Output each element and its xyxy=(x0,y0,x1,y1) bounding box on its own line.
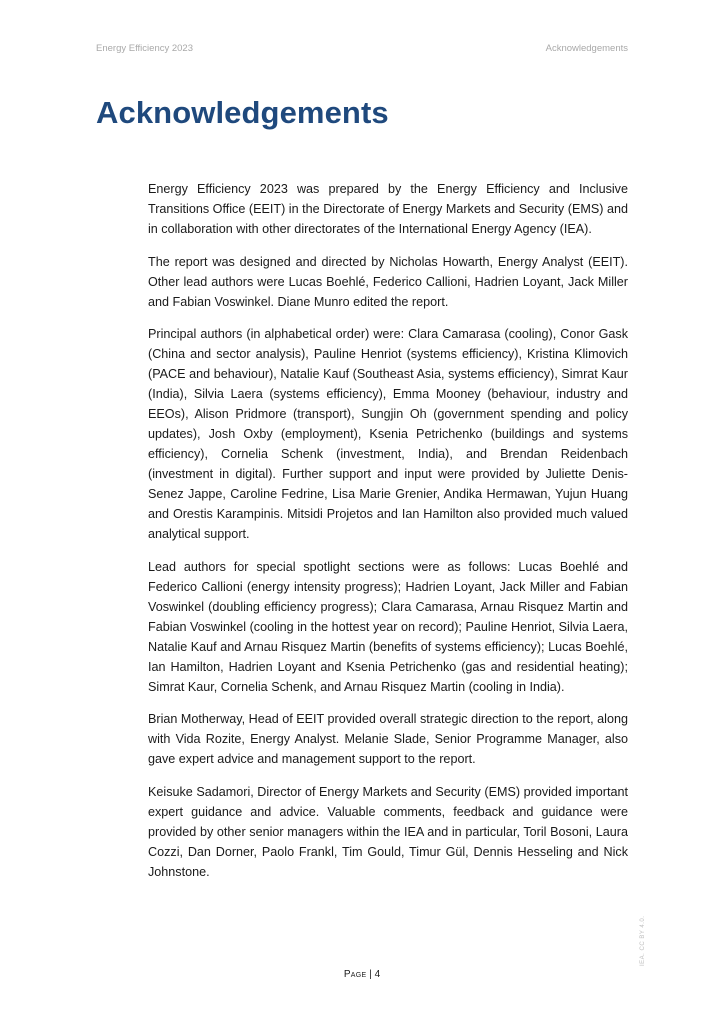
page-footer xyxy=(0,969,724,980)
header-section-title: Acknowledgements xyxy=(545,43,628,54)
paragraph-lead-authors: The report was designed and directed by Nicholas Howarth, Energy Analyst (EEIT). Other lead authors were Lucas Boehlé, Federico Callioni, Hadrien Loyant, Jack Miller and Fabian Voswinkel. Diane Munro edited the report. xyxy=(148,254,628,309)
license-notice: IEA. CC BY 4.0. xyxy=(640,915,646,966)
body-text xyxy=(148,179,628,894)
paragraph-principal-authors: Principal authors (in alphabetical order) were: Clara Camarasa (cooling), Conor Gask (China and sector analysis), Pauline Henriot (systems efficiency), Kristina Klimovich (PACE and behaviour), Natalie Kauf (Southeast Asia, systems efficiency), Simrat Kaur (India), Silvia Laera (systems efficiency), Emma Mooney (behaviour, industry and EEOs), Alison Pridmore (transport), Sungjin Oh (government spending and policy updates), Josh Oxby (employment), Ksenia Petrichenko (buildings and systems efficiency), Cornelia Schenk (investment, India), and Brendan Reidenbach (investment in digital). Further support and input were provided by Juliette Denis-Senez Jappe, Caroline Fedrine, Lisa Marie Grenier, Andika Hermawan, Yujun Huang and Orestis Karampinis. Mitsidi Projetos and Ian Hamilton also provided much valued analytical support. xyxy=(148,327,628,541)
header-report-title: Energy Efficiency 2023 xyxy=(96,43,193,54)
running-header xyxy=(96,43,628,57)
footer-separator: | xyxy=(366,969,375,980)
page-title: Acknowledgements xyxy=(96,95,389,130)
footer-page-number: 4 xyxy=(374,969,381,980)
paragraph-spotlight-authors: Lead authors for special spotlight sections were as follows: Lucas Boehlé and Federico Callioni (energy intensity progress); Hadrien Loyant, Jack Miller and Fabian Voswinkel (doubling efficiency progress); Clara Camarasa, Arnau Risquez Martin and Fabian Voswinkel (cooling in the hottest year on record); Pauline Henriot, Silvia Laera, Natalie Kauf and Arnau Risquez Martin (benefits of systems efficiency); Lucas Boehlé, Ian Hamilton, Hadrien Loyant and Ksenia Petrichenko (gas and residential heating); Simrat Kaur, Cornelia Schenk, and Arnau Risquez Martin (cooling in India). xyxy=(148,559,628,694)
paragraph-overview: Energy Efficiency 2023 was prepared by the Energy Efficiency and Inclusive Transitions Office (EEIT) in the Directorate of Energy Markets and Security (EMS) and in collaboration with other directorates of the International Energy Agency (IEA). xyxy=(148,182,628,236)
footer-page-label: Page xyxy=(343,969,367,980)
paragraph-senior-guidance: Keisuke Sadamori, Director of Energy Markets and Security (EMS) provided important expert guidance and advice. Valuable comments, feedback and guidance were provided by other senior managers within the IEA and in particular, Toril Bosoni, Laura Cozzi, Dan Dorner, Paolo Frankl, Tim Gould, Timur Gül, Dennis Hesseling and Nick Johnstone. xyxy=(148,784,628,879)
paragraph-strategic-direction: Brian Motherway, Head of EEIT provided overall strategic direction to the report, along with Vida Rozite, Energy Analyst. Melanie Slade, Senior Programme Manager, also gave expert advice and management support to the report. xyxy=(148,712,628,766)
